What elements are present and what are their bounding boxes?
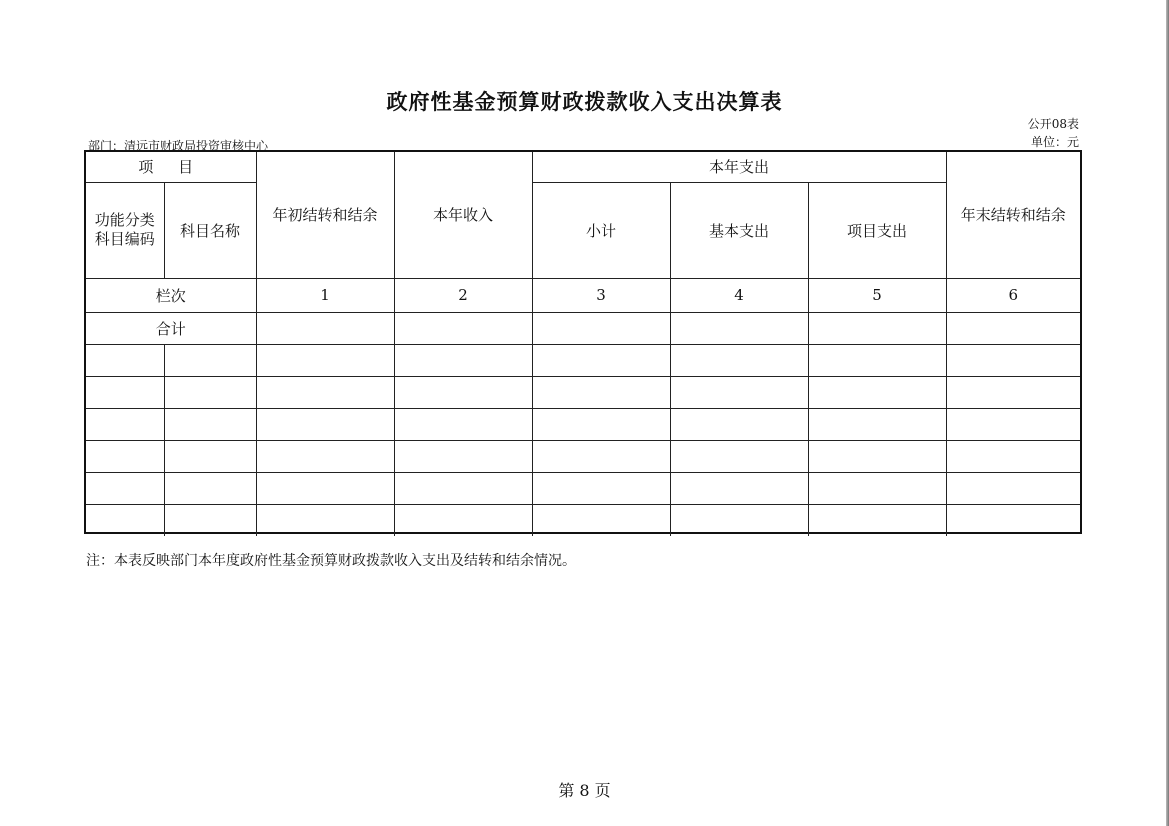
table-cell	[164, 472, 256, 504]
table-cell	[394, 344, 532, 376]
table-cell	[532, 344, 670, 376]
header-item: 项 目	[86, 152, 256, 182]
table-cell	[808, 344, 946, 376]
table-cell	[946, 472, 1080, 504]
header-current-expense: 本年支出	[532, 152, 946, 182]
header-closing-balance: 年末结转和结余	[946, 152, 1080, 278]
table-cell	[532, 504, 670, 536]
table-row	[86, 504, 1080, 536]
table-cell	[808, 504, 946, 536]
table-cell	[164, 344, 256, 376]
table-cell	[394, 504, 532, 536]
form-code: 公开08表	[1027, 117, 1079, 131]
table-cell	[164, 408, 256, 440]
table-cell	[946, 408, 1080, 440]
table-cell	[86, 408, 164, 440]
column-number: 1	[256, 278, 394, 312]
table-cell	[946, 312, 1080, 344]
table-cell	[670, 472, 808, 504]
table-cell	[808, 408, 946, 440]
table-cell	[670, 408, 808, 440]
unit-label: 单位：元	[1030, 135, 1079, 149]
page-number: 第 8 页	[558, 781, 611, 800]
table-cell	[532, 440, 670, 472]
department-label: 部门：清远市财政局投资审核中心	[88, 139, 269, 153]
table-cell	[808, 376, 946, 408]
header-current-income: 本年收入	[394, 152, 532, 278]
table-cell	[808, 472, 946, 504]
header-basic-expense: 基本支出	[670, 182, 808, 278]
table-cell	[256, 504, 394, 536]
table-cell	[394, 312, 532, 344]
table-note: 注：本表反映部门本年度政府性基金预算财政拨款收入支出及结转和结余情况。	[86, 553, 576, 569]
table-cell	[946, 376, 1080, 408]
table-cell	[164, 504, 256, 536]
table-cell	[946, 504, 1080, 536]
column-number-label: 栏次	[86, 278, 256, 312]
table-cell	[532, 312, 670, 344]
total-label: 合计	[86, 312, 256, 344]
table-cell	[532, 472, 670, 504]
table-cell	[256, 376, 394, 408]
table-row	[86, 408, 1080, 440]
header-function-code	[86, 182, 164, 278]
column-number: 3	[532, 278, 670, 312]
table-cell	[808, 440, 946, 472]
table-cell	[86, 344, 164, 376]
table-cell	[256, 312, 394, 344]
column-number: 2	[394, 278, 532, 312]
header-subject-name: 科目名称	[164, 182, 256, 278]
header-function-code-line2: 科目编码	[94, 230, 155, 248]
column-number: 5	[808, 278, 946, 312]
table-row	[86, 344, 1080, 376]
table-cell	[394, 440, 532, 472]
table-cell	[86, 376, 164, 408]
table-row	[86, 440, 1080, 472]
column-number-row	[86, 278, 1080, 312]
table-cell	[164, 440, 256, 472]
table-cell	[532, 408, 670, 440]
table-cell	[394, 408, 532, 440]
table-row	[86, 376, 1080, 408]
column-number: 4	[670, 278, 808, 312]
table-cell	[670, 504, 808, 536]
table-cell	[670, 376, 808, 408]
document-title: 政府性基金预算财政拨款收入支出决算表	[386, 89, 783, 114]
table-cell	[86, 472, 164, 504]
total-row	[86, 312, 1080, 344]
table-cell	[256, 472, 394, 504]
table-cell	[394, 376, 532, 408]
table-cell	[86, 440, 164, 472]
table-cell	[670, 312, 808, 344]
table-cell	[256, 344, 394, 376]
budget-table	[84, 150, 1082, 534]
table-cell	[532, 376, 670, 408]
header-opening-balance: 年初结转和结余	[256, 152, 394, 278]
table-cell	[670, 344, 808, 376]
column-number: 6	[946, 278, 1080, 312]
header-subtotal: 小计	[532, 182, 670, 278]
table-cell	[164, 376, 256, 408]
table-row	[86, 472, 1080, 504]
table-cell	[256, 440, 394, 472]
table-cell	[808, 312, 946, 344]
table-cell	[670, 440, 808, 472]
header-function-code-line1: 功能分类	[94, 211, 155, 229]
table-cell	[946, 344, 1080, 376]
table-cell	[256, 408, 394, 440]
table-cell	[946, 440, 1080, 472]
header-project-expense: 项目支出	[808, 182, 946, 278]
table-cell	[394, 472, 532, 504]
table-cell	[86, 504, 164, 536]
